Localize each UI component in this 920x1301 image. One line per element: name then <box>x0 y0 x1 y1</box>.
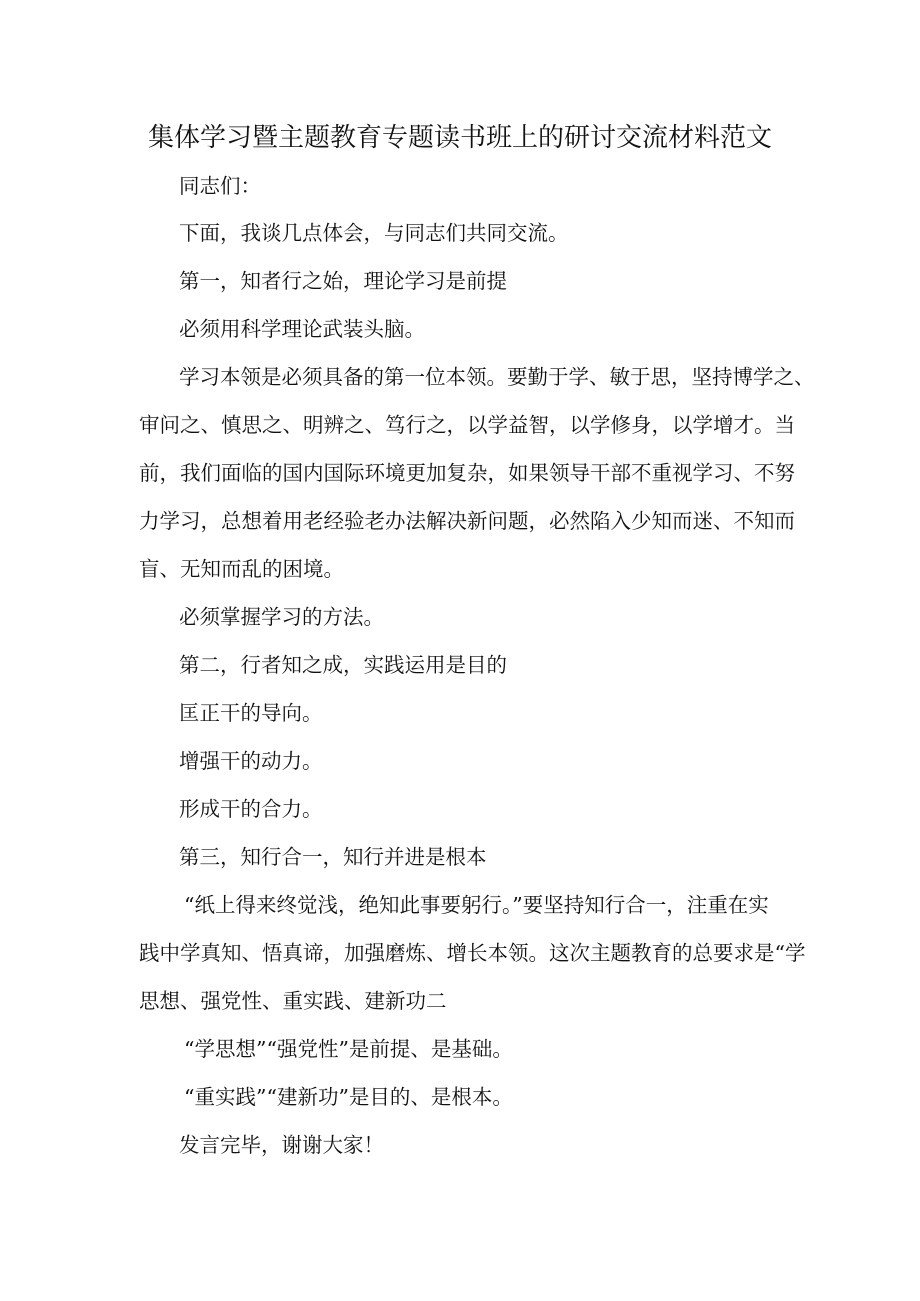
heading-first: 第一，知者行之始，理论学习是前提 <box>179 269 507 293</box>
document-title: 集体学习暨主题教育专题读书班上的研讨交流材料范文 <box>147 123 772 153</box>
point-orientation: 匡正干的导向。 <box>179 701 323 725</box>
point-arm-mind: 必须用科学理论武装头脑。 <box>179 317 425 341</box>
paragraph-study-line-4: 力学习，总想着用老经验老办法解决新问题，必然陷入少知而迷、不知而 <box>139 509 795 533</box>
paragraph-intro: 下面，我谈几点体会，与同志们共同交流。 <box>179 221 569 245</box>
point-synergy: 形成干的合力。 <box>179 797 323 821</box>
point-fundamental: “重实践”“建新功”是目的、是根本。 <box>184 1085 513 1109</box>
paragraph-practice-line-3: 思想、强党性、重实践、建新功二 <box>139 989 447 1013</box>
point-motivation: 增强干的动力。 <box>179 749 323 773</box>
paragraph-study-line-1: 学习本领是必须具备的第一位本领。要勤于学、敏于思，坚持博学之、 <box>179 365 815 389</box>
point-study-method: 必须掌握学习的方法。 <box>179 605 384 629</box>
point-foundation: “学思想”“强党性”是前提、是基础。 <box>184 1037 513 1061</box>
heading-third: 第三，知行合一，知行并进是根本 <box>179 845 487 869</box>
closing-remark: 发言完毕，谢谢大家！ <box>179 1133 384 1157</box>
paragraph-study-line-2: 审问之、慎思之、明辨之、笃行之，以学益智，以学修身，以学增才。当 <box>139 413 795 437</box>
paragraph-study-line-3: 前，我们面临的国内国际环境更加复杂，如果领导干部不重视学习、不努 <box>139 461 795 485</box>
salutation: 同志们： <box>179 174 261 198</box>
paragraph-study-line-5: 盲、无知而乱的困境。 <box>139 557 344 581</box>
paragraph-practice-line-1: “纸上得来终觉浅，绝知此事要躬行。”要坚持知行合一，注重在实 <box>184 893 769 917</box>
heading-second: 第二，行者知之成，实践运用是目的 <box>179 653 507 677</box>
paragraph-practice-line-2: 践中学真知、悟真谛，加强磨炼、增长本领。这次主题教育的总要求是“学 <box>139 941 806 965</box>
